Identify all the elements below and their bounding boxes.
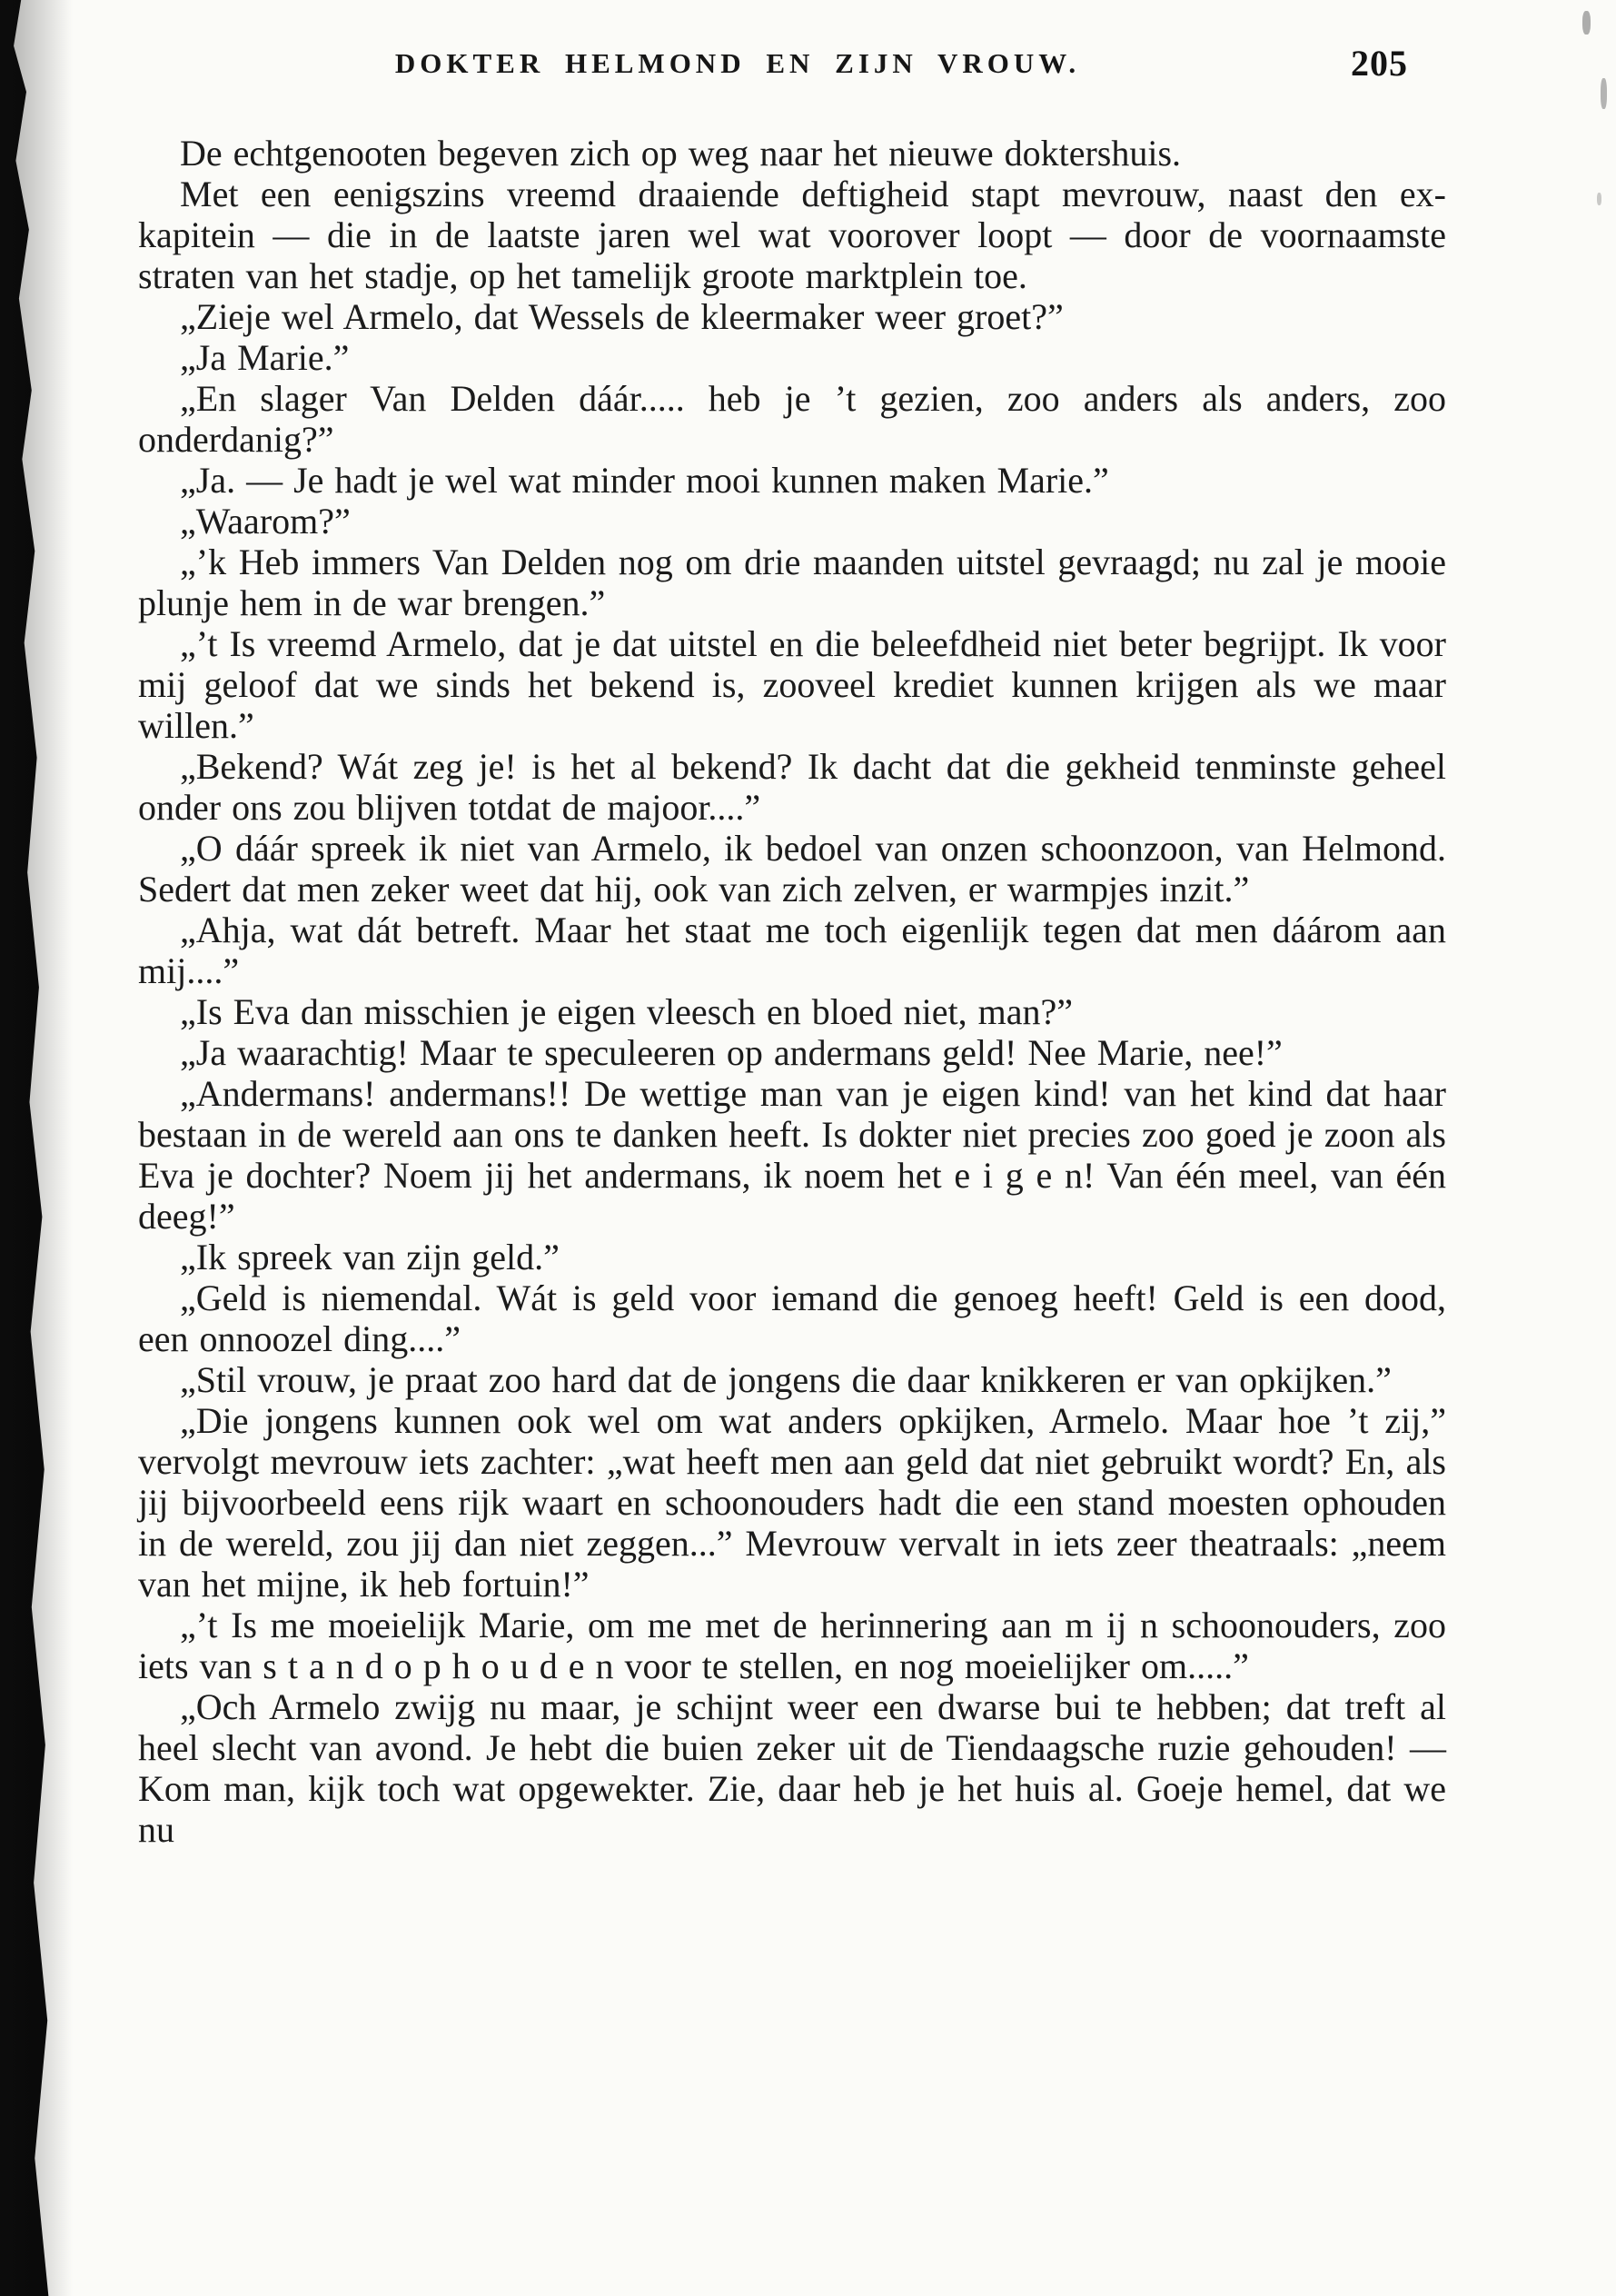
paragraph: „Bekend? Wát zeg je! is het al bekend? Ik dacht dat die gekheid tenminste geheel onder ons zou blijven totdat de majoor....” (138, 746, 1446, 828)
paragraph: „’t Is me moeielijk Marie, om me met de herinnering aan m ij n schoonouders, zoo iets van s t a n d o p h o u d e n voor te stellen, en nog moeielijker om.....” (138, 1605, 1446, 1686)
scan-speck (1601, 78, 1607, 109)
paragraph: „Ja. — Je hadt je wel wat minder mooi kunnen maken Marie.” (180, 460, 1109, 501)
running-head-title: DOKTER HELMOND EN ZIJN VROUW. (394, 47, 1081, 79)
paragraph: De echtgenooten begeven zich op weg naar het nieuwe doktershuis. (180, 133, 1182, 174)
paragraph: „Ahja, wat dát betreft. Maar het staat me toch eigenlijk tegen dat men dáárom aan mij....” (138, 909, 1446, 991)
paragraph: „Ja waarachtig! Maar te speculeeren op andermans geld! Nee Marie, nee!” (180, 1032, 1283, 1073)
paragraph: „’k Heb immers Van Delden nog om drie maanden uitstel gevraagd; nu zal je mooie plunje hem in de war brengen.” (138, 542, 1446, 623)
paragraph: „O dáár spreek ik niet van Armelo, ik bedoel van onzen schoonzoon, van Helmond. Sedert dat men zeker weet dat hij, ook van zich zelven, er warmpjes inzit.” (138, 828, 1446, 909)
paragraph: „Ik spreek van zijn geld.” (180, 1237, 560, 1277)
paragraph: Met een eenigszins vreemd draaiende deftigheid stapt mevrouw, naast den ex-kapitein — die in de laatste jaren wel wat voorover loopt — door de voornaamste straten van het stadje, op het tamelijk groote marktplein toe. (138, 174, 1446, 296)
paragraph: „’t Is vreemd Armelo, dat je dat uitstel en die beleefdheid niet beter begrijpt. Ik voor mij geloof dat we sinds het bekend is, zooveel krediet kunnen krijgen als we maar willen.” (138, 623, 1446, 746)
paragraph: „En slager Van Delden dáár..... heb je ’t gezien, zoo anders als anders, zoo onderdanig?” (138, 378, 1446, 460)
running-head (138, 43, 1446, 98)
scan-speck (1582, 11, 1591, 35)
book-page (138, 43, 1446, 1850)
paragraph: „Is Eva dan misschien je eigen vleesch en bloed niet, man?” (180, 991, 1073, 1032)
paragraph: „Zieje wel Armelo, dat Wessels de kleermaker weer groet?” (180, 296, 1064, 337)
paragraph: „Stil vrouw, je praat zoo hard dat de jongens die daar knikkeren er van opkijken.” (180, 1359, 1392, 1400)
paragraph: „Geld is niemendal. Wát is geld voor iemand die genoeg heeft! Geld is een dood, een onnoozel ding....” (138, 1277, 1446, 1359)
scan-gutter-edge-artifact (0, 0, 53, 2296)
page-text (138, 133, 1446, 1850)
page-number: 205 (1351, 43, 1408, 84)
paragraph: „Ja Marie.” (180, 337, 350, 378)
paragraph: „Waarom?” (180, 501, 351, 542)
paragraph: „Die jongens kunnen ook wel om wat anders opkijken, Armelo. Maar hoe ’t zij,” vervolgt mevrouw iets zachter: „wat heeft men aan geld dat niet gebruikt wordt? En, als jij bijvoorbeeld eens rijk waart en schoonouders hadt die een stand moesten ophouden in de wereld, zou jij dan niet zeggen...” Mevrouw vervalt in iets zeer theatraals: „neem van het mijne, ik heb fortuin!” (138, 1400, 1446, 1605)
paragraph: „Andermans! andermans!! De wettige man van je eigen kind! van het kind dat haar bestaan in de wereld aan ons te danken heeft. Is dokter niet precies zoo goed je zoon als Eva je dochter? Noem jij het andermans, ik noem het e i g e n! Van één meel, van één deeg!” (138, 1073, 1446, 1237)
scan-speck (1597, 193, 1601, 205)
paragraph: „Och Armelo zwijg nu maar, je schijnt weer een dwarse bui te hebben; dat treft al heel slecht van avond. Je hebt die buien zeker uit de Tiendaagsche ruzie gehouden! — Kom man, kijk toch wat opgewekter. Zie, daar heb je het huis al. Goeje hemel, dat we nu (138, 1686, 1446, 1850)
